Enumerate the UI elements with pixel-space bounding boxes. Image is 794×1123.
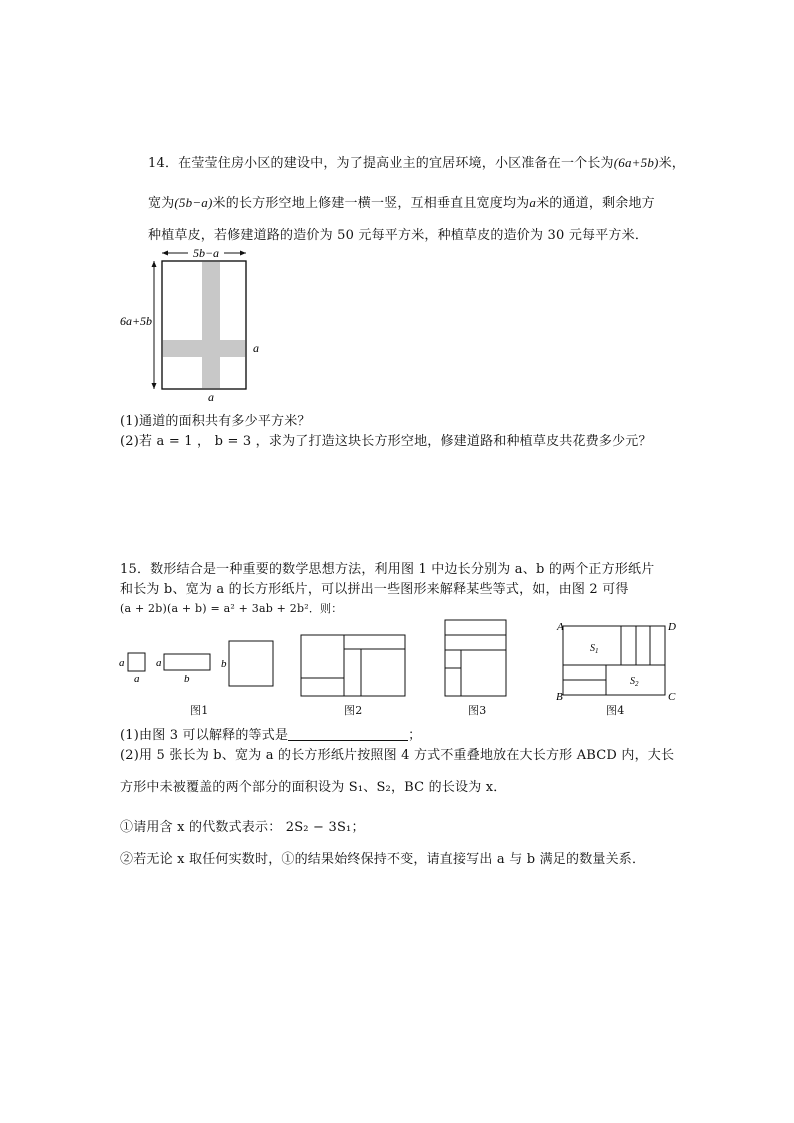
q14-horizontal-road [162, 340, 246, 357]
fig1-label-b: b [221, 658, 227, 670]
q14-vertical-road [202, 261, 220, 389]
caption-fig4: 图4 [606, 704, 625, 717]
q14-label-bottom: a [208, 390, 214, 404]
q14-line1-end: 米， [658, 156, 685, 171]
q14-var-a: a [529, 195, 537, 210]
q15-figure-3 [440, 616, 512, 700]
fig1-rect-label-b: b [184, 673, 190, 685]
q14-line2-mid: 米的长方形空地上修建一横一竖，互相垂直且宽度均为 [212, 196, 530, 211]
caption-fig2: 图2 [344, 704, 363, 717]
q14-line2-pre: 宽为 [148, 196, 175, 211]
fig1-label-a-bottom: a [134, 673, 140, 685]
q15-line-2: 和长为 b、宽为 a 的长方形纸片，可以拼出一些图形来解释某些等式，如，由图 2 可得 [120, 582, 629, 597]
caption-fig1: 图1 [190, 704, 209, 717]
q14-line-3: 种植草皮，若修建道路的造价为 50 元每平方米，种植草皮的造价为 30 元每平方米． [148, 228, 649, 243]
fig4-label-D: D [668, 621, 676, 633]
q15-sub2-line-1: (2)用 5 张长为 b、宽为 a 的长方形纸片按照图 4 方式不重叠地放在大长方形 ABCD 内，大长 [120, 748, 675, 763]
q15-figure-4 [548, 618, 683, 702]
q14-expr-long: (6a+5b) [613, 155, 659, 170]
q15-item-2: ②若无论 x 取任何实数时，①的结果始终保持不变，请直接写出 a 与 b 满足的数量关系． [120, 852, 646, 867]
q15-sub1 [120, 724, 421, 743]
q15-item-1: ①请用含 x 的代数式表示： 2S₂ − 3S₁； [120, 820, 365, 835]
fig1-label-a-left: a [119, 657, 125, 669]
q14-line-2 [148, 192, 655, 211]
q15-sub1-end: ； [408, 728, 422, 743]
answer-blank[interactable] [288, 728, 408, 741]
q15-sub1-text: (1)由图 3 可以解释的等式是 [120, 728, 289, 743]
q14-label-top: 5b−a [192, 246, 220, 260]
fig2-outer-rect [301, 635, 405, 696]
q14-label-left: 6a+5b [119, 314, 153, 328]
q14-line2-end: 米的通道，剩余地方 [536, 196, 655, 211]
q15-figure-2 [296, 630, 411, 700]
q14-sub1: (1)通道的面积共有多少平方米？ [120, 414, 311, 429]
fig4-label-S1: $S_1$ [590, 643, 599, 655]
q15-line-1: 15．数形结合是一种重要的数学思想方法，利用图 1 中边长分别为 a、b 的两个正方形纸片 [120, 562, 655, 577]
q15-figure-1 [115, 636, 280, 692]
q14-expr-wide: (5b−a) [174, 195, 213, 210]
fig1-small-square [128, 653, 145, 671]
q14-line1-text: 14．在莹莹住房小区的建设中，为了提高业主的宜居环境，小区准备在一个长为 [148, 156, 614, 171]
fig4-label-C: C [668, 691, 676, 702]
fig3-outer-rect [445, 620, 506, 696]
fig4-label-S2: $S_2$ [630, 676, 639, 688]
q15-sub2-line-2: 方形中未被覆盖的两个部分的面积设为 S₁、S₂，BC 的长设为 x． [120, 780, 507, 795]
q14-figure [110, 244, 290, 404]
q15-line-3: (a + 2b)(a + b) = a² + 3ab + 2b²．则： [120, 602, 343, 615]
fig1-rectangle [164, 654, 210, 670]
q14-sub2: (2)若 a = 1 ， b = 3 ，求为了打造这块长方形空地，修建道路和种植草皮共花费多少元？ [120, 434, 652, 449]
caption-fig3: 图3 [468, 704, 487, 717]
q14-label-right: a [253, 341, 259, 355]
fig4-label-B: B [556, 691, 563, 702]
fig1-large-square [229, 641, 273, 686]
q14-line-1 [148, 152, 685, 171]
fig4-label-A: A [557, 621, 564, 633]
fig1-rect-label-a: a [156, 657, 162, 669]
